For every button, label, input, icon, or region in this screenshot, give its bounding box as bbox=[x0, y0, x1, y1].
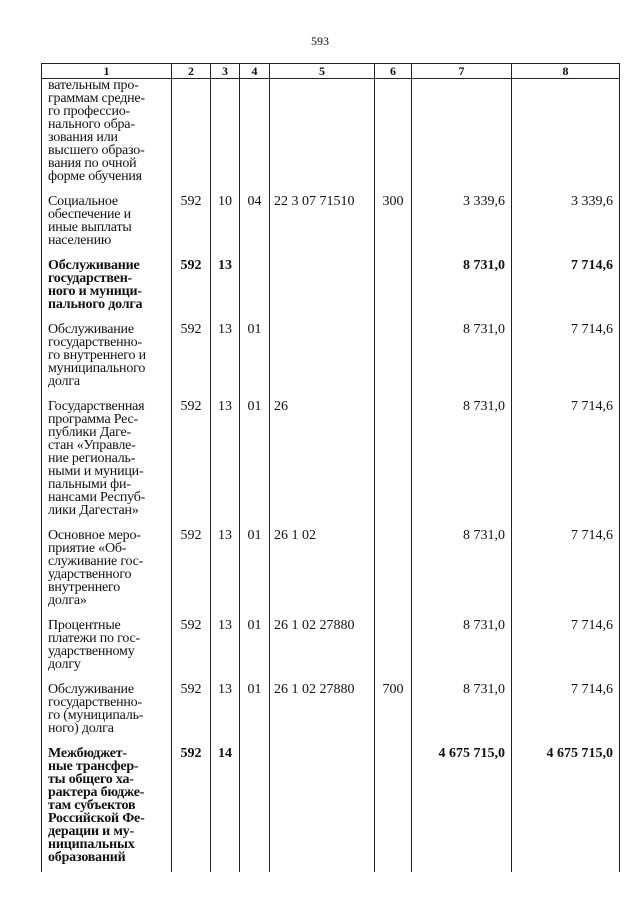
row-name-line: образований bbox=[48, 850, 126, 865]
row-ministry-code-cell: 592 bbox=[172, 319, 211, 396]
row-name-line: ударственному bbox=[48, 644, 135, 659]
row-section-cell: 13 bbox=[211, 679, 240, 743]
row-amount-1-cell: 8 731,0 bbox=[412, 525, 512, 615]
row-name-line: Социальное bbox=[48, 194, 118, 209]
row-target-article-cell bbox=[270, 255, 375, 319]
row-name-line: долга» bbox=[48, 593, 87, 608]
row-subsection-cell: 01 bbox=[240, 679, 270, 743]
row-subsection-cell: 01 bbox=[240, 396, 270, 525]
table-row bbox=[42, 679, 620, 743]
header-col-7: 7 bbox=[412, 64, 512, 79]
row-name-line: приятие «Об- bbox=[48, 541, 127, 556]
row-ministry-code-cell: 592 bbox=[172, 525, 211, 615]
row-subsection-cell: 01 bbox=[240, 319, 270, 396]
row-amount-1-cell: 8 731,0 bbox=[412, 319, 512, 396]
row-name-cell bbox=[42, 396, 172, 525]
table-body bbox=[42, 79, 620, 873]
row-name-line: Основное меро- bbox=[48, 528, 141, 543]
table-row bbox=[42, 79, 620, 192]
row-name-cell bbox=[42, 743, 172, 872]
row-name-cell bbox=[42, 255, 172, 319]
row-name-line: зования или bbox=[48, 130, 118, 145]
row-amount-2-cell: 7 714,6 bbox=[512, 525, 620, 615]
row-name-line: форме обучения bbox=[48, 169, 142, 184]
row-name-line: населению bbox=[48, 233, 112, 248]
row-amount-2-cell: 4 675 715,0 bbox=[512, 743, 620, 872]
row-name-line: ные трансфер- bbox=[48, 759, 139, 774]
row-name-line: ного и муници- bbox=[48, 284, 142, 299]
row-name-line: служивание гос- bbox=[48, 554, 144, 569]
row-amount-1-cell: 8 731,0 bbox=[412, 615, 512, 679]
table-row bbox=[42, 743, 620, 872]
row-name-line: граммам средне- bbox=[48, 91, 145, 106]
row-expense-type-cell: 300 bbox=[375, 191, 412, 255]
row-section-cell: 13 bbox=[211, 525, 240, 615]
row-name-cell bbox=[42, 191, 172, 255]
row-name-line: Обслуживание bbox=[48, 322, 134, 337]
row-name-line: государственно- bbox=[48, 335, 142, 350]
row-name-line: стан «Управле- bbox=[48, 438, 136, 453]
row-section-cell bbox=[211, 79, 240, 192]
row-name-line: публики Даге- bbox=[48, 425, 131, 440]
row-ministry-code-cell: 592 bbox=[172, 679, 211, 743]
row-name-cell bbox=[42, 679, 172, 743]
row-name-line: платежи по гос- bbox=[48, 631, 140, 646]
row-amount-2-cell: 7 714,6 bbox=[512, 255, 620, 319]
row-section-cell: 10 bbox=[211, 191, 240, 255]
row-name-line: государствен- bbox=[48, 271, 133, 286]
row-amount-2-cell: 3 339,6 bbox=[512, 191, 620, 255]
row-name-cell bbox=[42, 615, 172, 679]
row-name-line: го (муниципаль- bbox=[48, 708, 144, 723]
row-expense-type-cell bbox=[375, 525, 412, 615]
row-amount-2-cell: 7 714,6 bbox=[512, 615, 620, 679]
row-name-line: внутреннего bbox=[48, 580, 120, 595]
row-section-cell: 13 bbox=[211, 319, 240, 396]
row-subsection-cell: 04 bbox=[240, 191, 270, 255]
row-name-line: Процентные bbox=[48, 618, 121, 633]
row-name-line: Обслуживание bbox=[48, 258, 140, 273]
row-name-line: ние региональ- bbox=[48, 451, 136, 466]
row-name-line: ниципальных bbox=[48, 837, 135, 852]
header-col-3: 3 bbox=[211, 64, 240, 79]
header-col-4: 4 bbox=[240, 64, 270, 79]
row-expense-type-cell bbox=[375, 396, 412, 525]
row-target-article-cell bbox=[270, 743, 375, 872]
row-ministry-code-cell: 592 bbox=[172, 615, 211, 679]
row-amount-1-cell: 8 731,0 bbox=[412, 396, 512, 525]
row-target-article-cell: 22 3 07 71510 bbox=[270, 191, 375, 255]
row-name-line: высшего образо- bbox=[48, 143, 145, 158]
row-expense-type-cell bbox=[375, 79, 412, 192]
row-name-line: пальными фи- bbox=[48, 477, 131, 492]
row-name-line: ного) долга bbox=[48, 721, 114, 736]
row-section-cell: 13 bbox=[211, 255, 240, 319]
row-amount-1-cell: 8 731,0 bbox=[412, 679, 512, 743]
row-subsection-cell: 01 bbox=[240, 615, 270, 679]
row-subsection-cell: 01 bbox=[240, 525, 270, 615]
row-name-line: Обслуживание bbox=[48, 682, 134, 697]
row-name-line: го профессио- bbox=[48, 104, 131, 119]
row-ministry-code-cell: 592 bbox=[172, 743, 211, 872]
page-number: 593 bbox=[311, 34, 329, 48]
row-name-line: Российской Фе- bbox=[48, 811, 145, 826]
row-target-article-cell: 26 bbox=[270, 396, 375, 525]
row-amount-1-cell: 3 339,6 bbox=[412, 191, 512, 255]
row-name-line: там субъектов bbox=[48, 798, 136, 813]
row-name-line: го внутреннего и bbox=[48, 348, 146, 363]
header-col-1: 1 bbox=[42, 64, 172, 79]
row-name-line: иные выплаты bbox=[48, 220, 132, 235]
row-name-line: Государственная bbox=[48, 399, 145, 414]
row-amount-1-cell bbox=[412, 79, 512, 192]
row-name-cell bbox=[42, 525, 172, 615]
budget-table bbox=[41, 63, 620, 872]
row-name-line: вательным про- bbox=[48, 78, 139, 93]
row-name-line: ударственного bbox=[48, 567, 132, 582]
header-col-5: 5 bbox=[270, 64, 375, 79]
row-name-cell bbox=[42, 79, 172, 192]
row-target-article-cell: 26 1 02 27880 bbox=[270, 679, 375, 743]
row-subsection-cell bbox=[240, 79, 270, 192]
row-subsection-cell bbox=[240, 255, 270, 319]
row-name-line: государственно- bbox=[48, 695, 142, 710]
row-name-line: Межбюджет- bbox=[48, 746, 127, 761]
row-section-cell: 13 bbox=[211, 396, 240, 525]
row-expense-type-cell bbox=[375, 743, 412, 872]
row-name-line: муниципального bbox=[48, 361, 146, 376]
row-name-line: долгу bbox=[48, 657, 81, 672]
table-row bbox=[42, 255, 620, 319]
row-name-line: пального долга bbox=[48, 297, 143, 312]
row-expense-type-cell bbox=[375, 615, 412, 679]
row-name-line: обеспечение и bbox=[48, 207, 131, 222]
table-row bbox=[42, 319, 620, 396]
row-amount-1-cell: 8 731,0 bbox=[412, 255, 512, 319]
row-name-line: нального обра- bbox=[48, 117, 135, 132]
row-target-article-cell: 26 1 02 bbox=[270, 525, 375, 615]
row-amount-2-cell: 7 714,6 bbox=[512, 319, 620, 396]
row-expense-type-cell bbox=[375, 319, 412, 396]
row-subsection-cell bbox=[240, 743, 270, 872]
header-col-6: 6 bbox=[375, 64, 412, 79]
row-target-article-cell bbox=[270, 79, 375, 192]
table-row bbox=[42, 615, 620, 679]
row-name-line: программа Рес- bbox=[48, 412, 139, 427]
row-expense-type-cell: 700 bbox=[375, 679, 412, 743]
row-name-line: лики Дагестан» bbox=[48, 503, 139, 518]
row-ministry-code-cell: 592 bbox=[172, 255, 211, 319]
row-amount-2-cell: 7 714,6 bbox=[512, 396, 620, 525]
row-name-line: ты общего ха- bbox=[48, 772, 134, 787]
row-ministry-code-cell: 592 bbox=[172, 396, 211, 525]
table-row bbox=[42, 191, 620, 255]
row-name-line: дерации и му- bbox=[48, 824, 134, 839]
table-row bbox=[42, 396, 620, 525]
row-target-article-cell: 26 1 02 27880 bbox=[270, 615, 375, 679]
table-row bbox=[42, 525, 620, 615]
row-ministry-code-cell bbox=[172, 79, 211, 192]
table-header bbox=[42, 64, 620, 79]
header-col-2: 2 bbox=[172, 64, 211, 79]
row-expense-type-cell bbox=[375, 255, 412, 319]
row-amount-2-cell: 7 714,6 bbox=[512, 679, 620, 743]
row-name-line: нансами Респуб- bbox=[48, 490, 146, 505]
row-section-cell: 13 bbox=[211, 615, 240, 679]
header-col-8: 8 bbox=[512, 64, 620, 79]
row-section-cell: 14 bbox=[211, 743, 240, 872]
row-amount-2-cell bbox=[512, 79, 620, 192]
row-name-cell bbox=[42, 319, 172, 396]
row-name-line: ными и муници- bbox=[48, 464, 144, 479]
row-name-line: вания по очной bbox=[48, 156, 137, 171]
row-name-line: долга bbox=[48, 374, 80, 389]
row-target-article-cell bbox=[270, 319, 375, 396]
row-ministry-code-cell: 592 bbox=[172, 191, 211, 255]
row-name-line: рактера бюдже- bbox=[48, 785, 145, 800]
row-amount-1-cell: 4 675 715,0 bbox=[412, 743, 512, 872]
